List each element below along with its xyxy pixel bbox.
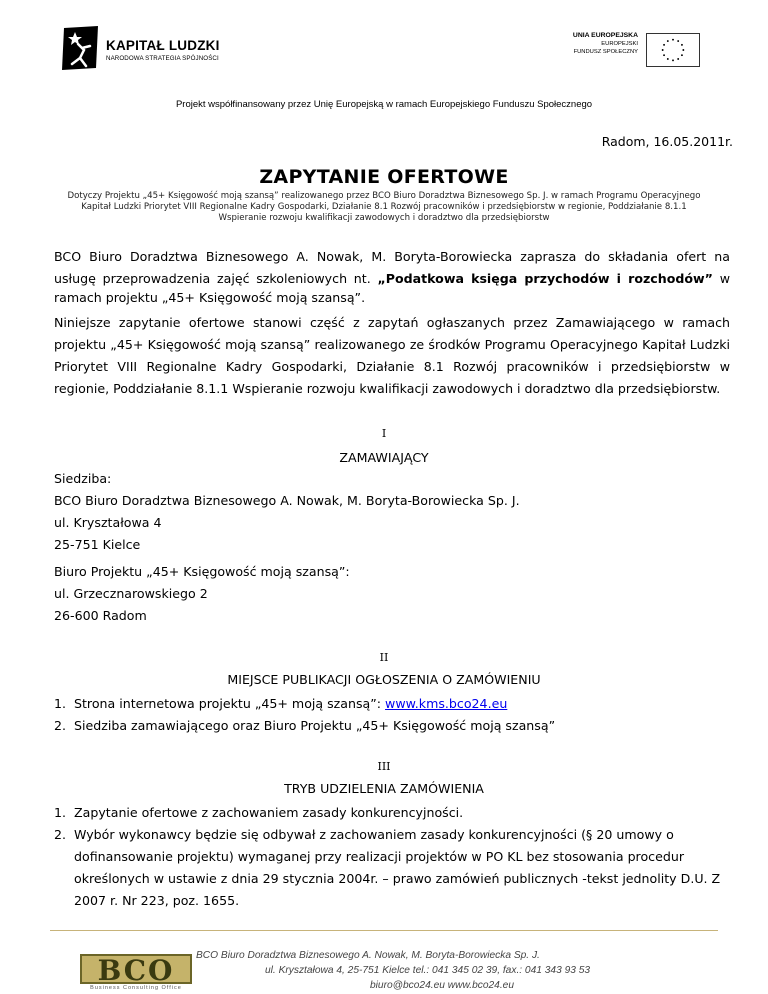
list-item-number: 2. (54, 827, 67, 842)
intro-line1: BCO Biuro Doradztwa Biznesowego A. Nowak, M. Boryta-Borowiecka zaprasza do składania ofert na (54, 249, 730, 264)
list-item-number: 1. (54, 805, 67, 820)
intro-paragraph2: Niniejsze zapytanie ofertowe stanowi część z zapytań ogłaszanych przez Zamawiającego w ramach projektu „45+ Księgowość moją szansą” realizowanego ze środków Programu Operacyjnego Kapitał Ludzki Priorytet VIII Regionalne Kadry Gospodarki, Działanie 8.1 Rozwój pracowników i przedsiębiorstw w regionie, Poddziałanie 8.1.1 Wspieranie rozwoju kwalifikacji zawodowych i doradztwo dla przedsiębiorstw. (54, 315, 730, 396)
seat-city: 25-751 Kielce (54, 537, 141, 552)
section2-list (54, 693, 730, 737)
list-item-number: 2. (54, 718, 67, 733)
list-item (54, 824, 730, 912)
footer-address: ul. Kryształowa 4, 25-751 Kielce tel.: 041 345 02 39, fax.: 041 343 93 53 (265, 965, 591, 976)
office-street: ul. Grzecznarowskiego 2 (54, 586, 208, 601)
office-label: Biuro Projektu „45+ Księgowość moją szansą”: (54, 564, 350, 579)
list-item (54, 693, 730, 715)
kl-subtitle: NARODOWA STRATEGIA SPÓJNOŚCI (106, 55, 219, 62)
cofinancing-note: Projekt współfinansowany przez Unię Europejską w ramach Europejskiego Funduszu Społecznego (175, 99, 593, 110)
document-date: Radom, 16.05.2011r. (601, 134, 733, 149)
office-city: 26-600 Radom (54, 608, 147, 623)
bco-logo-tagline: Business Consulting Office (90, 985, 182, 991)
kl-title: KAPITAŁ LUDZKI (106, 38, 220, 53)
bco-logo (80, 954, 192, 992)
section1-numeral: I (381, 427, 387, 440)
bco-logo-letters: BCO (80, 954, 192, 984)
list-item-text (74, 693, 730, 715)
document-title: ZAPYTANIE OFERTOWE (259, 166, 509, 188)
section3-numeral: III (377, 760, 391, 773)
seat-street: ul. Kryształowa 4 (54, 515, 162, 530)
seat-name: BCO Biuro Doradztwa Biznesowego A. Nowak, M. Boryta-Borowiecka Sp. J. (54, 493, 520, 508)
project-website-link[interactable]: www.kms.bco24.eu (385, 696, 508, 711)
eu-line2: EUROPEJSKI (601, 41, 638, 47)
list-item-text: Siedziba zamawiającego oraz Biuro Projektu „45+ Księgowość moją szansą” (74, 718, 556, 733)
intro-line3: ramach projektu „45+ Księgowość moją szansą”. (54, 290, 366, 305)
intro-line2-post: w (712, 271, 730, 286)
list-item (54, 715, 730, 737)
list-item (54, 802, 730, 824)
seat-label: Siedziba: (54, 471, 112, 486)
kapital-ludzki-emblem-icon (58, 24, 102, 72)
kapital-ludzki-logo (58, 24, 248, 72)
list-item-text: Wybór wykonawcy będzie się odbywał z zachowaniem zasady konkurencyjności (§ 20 umowy o dofinansowanie projektu) wymaganej przy realizacji projektów w PO KL bez stosowania procedur określonych w ustawie z dnia 29 stycznia 2004r. – prawo zamówień publicznych -tekst jednolity D.U. Z 2007 r. Nr 223, poz. 1655. (74, 827, 721, 908)
section1-heading: ZAMAWIAJĄCY (339, 450, 429, 465)
eu-line3: FUNDUSZ SPOŁECZNY (573, 49, 638, 55)
eu-flag-icon (646, 33, 700, 67)
intro-line2 (54, 268, 730, 290)
footer-contact: biuro@bco24.eu www.bco24.eu (370, 980, 515, 991)
list-item-text: Zapytanie ofertowe z zachowaniem zasady konkurencyjności. (74, 805, 464, 820)
footer-company: BCO Biuro Doradztwa Biznesowego A. Nowak, M. Boryta-Borowiecka Sp. J. (196, 950, 540, 961)
training-topic: „Podatkowa księga przychodów i rozchodów” (377, 271, 713, 286)
footer-divider (50, 930, 718, 931)
eu-logo (545, 32, 700, 68)
eu-title: UNIA EUROPEJSKA (572, 32, 638, 39)
section3-heading: TRYB UDZIELENIA ZAMÓWIENIA (284, 781, 484, 796)
item-label: Strona internetowa projektu „45+ moją szansą”: (74, 696, 386, 711)
section2-numeral: II (379, 651, 389, 664)
list-item-number: 1. (54, 696, 67, 711)
section2-heading: MIEJSCE PUBLIKACJI OGŁOSZENIA O ZAMÓWIENIU (227, 672, 541, 687)
intro-line2-pre: usługę przeprowadzenia zajęć szkoleniowych nt. (54, 271, 378, 286)
document-subtitle: Dotyczy Projektu „45+ Księgowość moją szansą” realizowanego przez BCO Biuro Doradztwa Biznesowego Sp. J. w ramach Programu Operacyjnego Kapitał Ludzki Priorytet VIII Regionalne Kadry Gospodarki, Działanie 8.1 Rozwój pracowników i przedsiębiorstw w regionie, Poddziałanie 8.1.1 Wspieranie rozwoju kwalifikacji zawodowych i doradztwo dla przedsiębiorstw (67, 191, 701, 223)
section3-list (54, 802, 730, 912)
eu-text-block (573, 32, 638, 56)
